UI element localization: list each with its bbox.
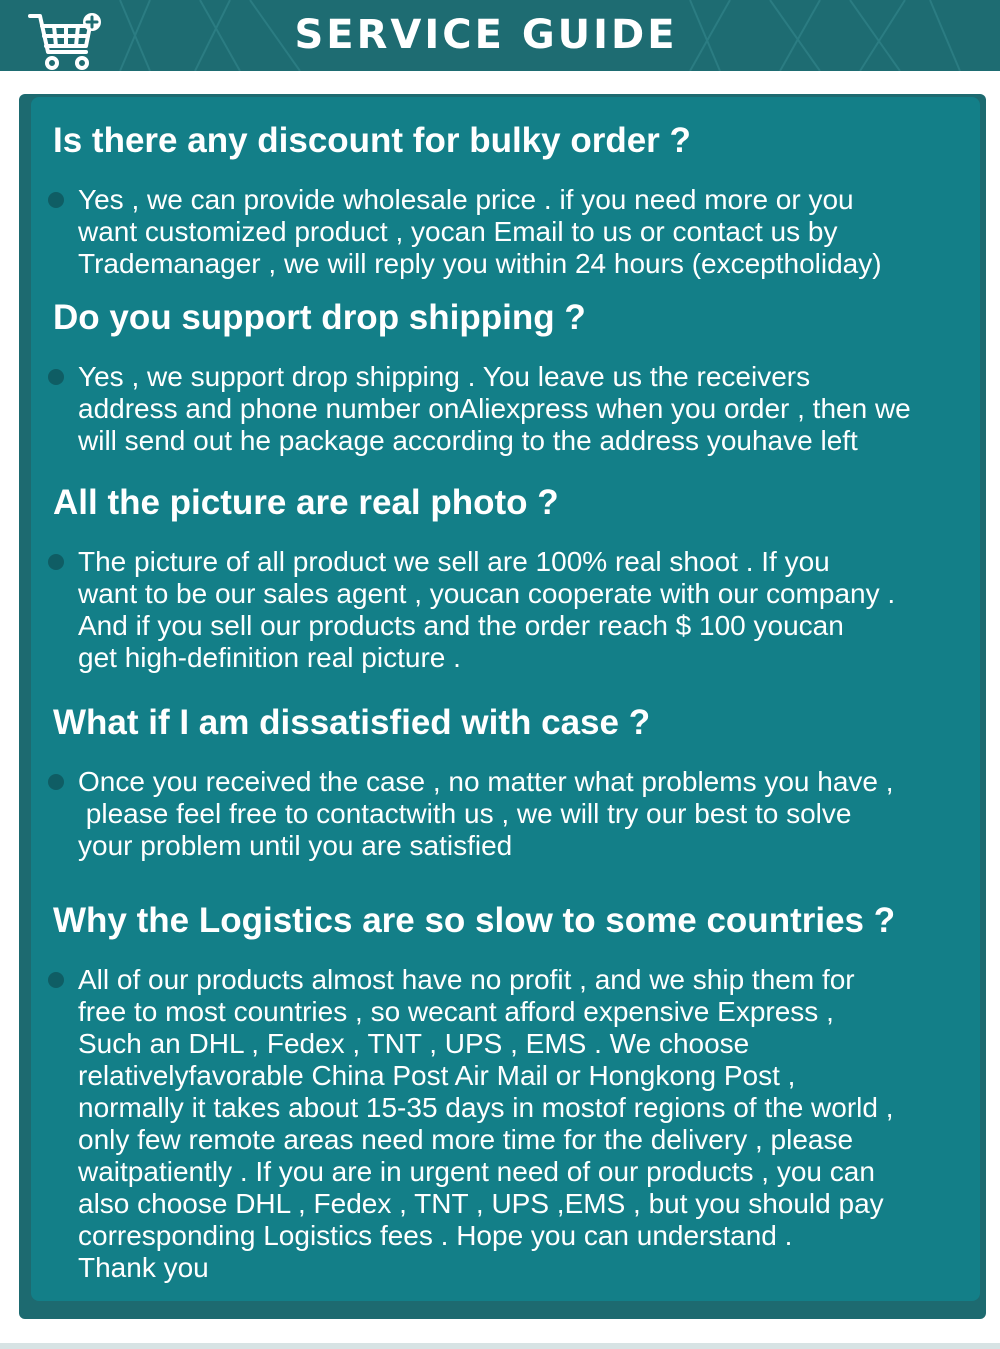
faq-answer	[53, 766, 973, 862]
faq-answer	[53, 546, 973, 674]
bullet-dot-icon	[48, 369, 64, 385]
faq-answer	[53, 964, 973, 1284]
answer-line: only few remote areas need more time for the delivery , please	[78, 1124, 854, 1155]
bullet-dot-icon	[48, 192, 64, 208]
answer-line: your problem until you are satisfied	[78, 830, 513, 861]
faq-question: Why the Logistics are so slow to some countries ?	[53, 901, 896, 940]
answer-line: free to most countries , so wecant afford expensive Express ,	[78, 996, 834, 1027]
answer-line: want to be our sales agent , youcan cooperate with our company .	[78, 578, 896, 609]
bullet-dot-icon	[48, 554, 64, 570]
faq-item-logistics	[53, 901, 973, 1284]
answer-line: Yes , we support drop shipping . You leave us the receivers	[78, 361, 811, 392]
answer-line: All of our products almost have no profit , and we ship them for	[78, 964, 855, 995]
bottom-divider	[0, 1343, 1000, 1349]
answer-line: want customized product , yocan Email to us or contact us by	[78, 216, 838, 247]
answer-line: And if you sell our products and the order reach $ 100 youcan	[78, 610, 844, 641]
answer-line: waitpatiently . If you are in urgent need of our products , you can	[78, 1156, 875, 1187]
answer-line: relativelyfavorable China Post Air Mail or Hongkong Post ,	[78, 1060, 796, 1091]
faq-question: Is there any discount for bulky order ?	[53, 121, 691, 160]
answer-line: Yes , we can provide wholesale price . if you need more or you	[78, 184, 854, 215]
faq-item-drop-shipping	[53, 298, 973, 457]
answer-line: will send out he package according to the address youhave left	[78, 425, 858, 456]
faq-item-discount	[53, 121, 973, 280]
answer-line: Such an DHL , Fedex , TNT , UPS , EMS . We choose	[78, 1028, 750, 1059]
answer-line: Thank you	[78, 1252, 209, 1283]
answer-line: The picture of all product we sell are 100% real shoot . If you	[78, 546, 830, 577]
answer-line: corresponding Logistics fees . Hope you can understand .	[78, 1220, 793, 1251]
answer-line: also choose DHL , Fedex , TNT , UPS ,EMS , but you should pay	[78, 1188, 884, 1219]
header-banner	[0, 0, 1000, 71]
answer-line: address and phone number onAliexpress when you order , then we	[78, 393, 911, 424]
bullet-dot-icon	[48, 774, 64, 790]
faq-item-real-photo	[53, 483, 973, 674]
answer-line: Once you received the case , no matter what problems you have ,	[78, 766, 894, 797]
answer-line: get high-definition real picture .	[78, 642, 461, 673]
faq-question: All the picture are real photo ?	[53, 483, 559, 522]
faq-question: What if I am dissatisfied with case ?	[53, 703, 651, 742]
faq-question: Do you support drop shipping ?	[53, 298, 586, 337]
page-title: SERVICE GUIDE	[294, 12, 678, 58]
answer-line: normally it takes about 15-35 days in mostof regions of the world ,	[78, 1092, 894, 1123]
answer-line: Trademanager , we will reply you within 24 hours (exceptholiday)	[78, 248, 882, 279]
faq-answer	[53, 184, 973, 280]
answer-line: please feel free to contactwith us , we will try our best to solve	[78, 798, 852, 829]
faq-answer	[53, 361, 973, 457]
faq-item-dissatisfied	[53, 703, 973, 862]
bullet-dot-icon	[48, 972, 64, 988]
